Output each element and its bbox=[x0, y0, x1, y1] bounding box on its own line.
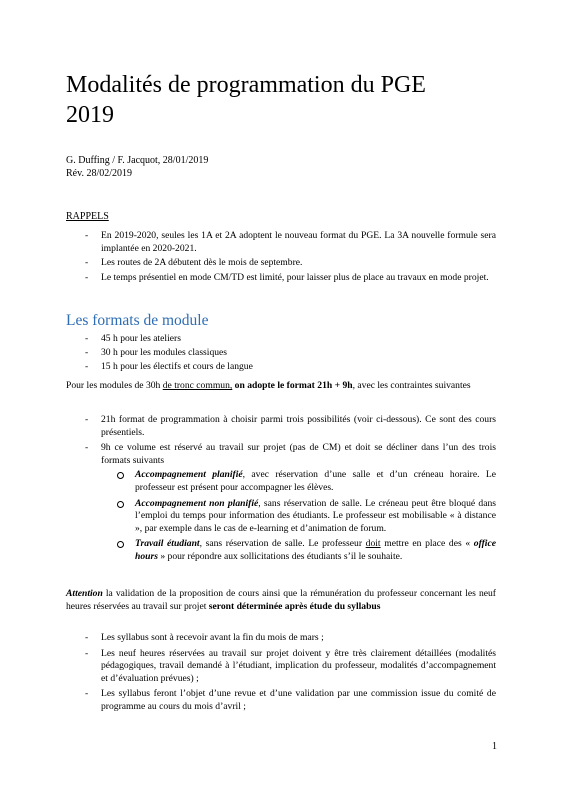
page-number: 1 bbox=[492, 741, 497, 752]
list-item: - 9h ce volume est réservé au travail sur projet (pas de CM) et doit se décliner dans l’un des trois formats suivants Accompagnement planifié, avec réservation d’une salle et d’un créneau horaire. Le professeur est présent pour accompagner les élèves. Accompagnement non planifié, sans réservation de salle. Le créneau peut être bloqué dans l’emploi du temps pour information des étudiants. Le professeur est mobilisable « à distance », par exemple dans le cas de e-learning et d’animation de forum. Travail étudiant, sans réservation de salle. Le professeur doit mettre en place des « office hours » pour répondre aux sollicitations des étudiants s’il le souhaite. bbox=[85, 442, 496, 562]
author-line: G. Duffing / F. Jacquot, 28/01/2019 bbox=[66, 155, 209, 166]
syllabus-list bbox=[85, 632, 496, 717]
list-item: - 21h format de programmation à choisir parmi trois possibilités (voir ci-dessous). Ce sont des cours présentiels. bbox=[85, 414, 496, 438]
list-item: - Les syllabus sont à recevoir avant la fin du mois de mars ; bbox=[85, 632, 324, 643]
rappels-list bbox=[85, 230, 496, 286]
document-meta bbox=[66, 154, 208, 180]
list-item: - Les neuf heures réservées au travail sur projet doivent y être très clairement détaillées (modalités pédagogiques, travail demandé à l’étudiant, implication du professeur, modalités d’accompagnement et d’évaluation prévues) ; bbox=[85, 647, 496, 684]
list-item: - 30 h pour les modules classiques bbox=[85, 346, 228, 358]
tronc-commun-paragraph: Pour les modules de 30h de tronc commun, on adopte le format 21h + 9h, avec les contraintes suivantes bbox=[66, 380, 471, 391]
list-item: - Les routes de 2A débutent dès le mois de septembre. bbox=[85, 257, 303, 269]
sub-list-item: Accompagnement non planifié, sans réservation de salle. Le créneau peut être bloqué dans l’emploi du temps pour information des étudiants. Le professeur est mobilisable « à distance », par exemple dans le cas de e-learning et d’animation de forum. bbox=[101, 498, 496, 536]
format-details-list bbox=[85, 414, 496, 567]
circle-bullet-icon bbox=[117, 501, 124, 508]
sub-list-item: Travail étudiant, sans réservation de salle. Le professeur doit mettre en place des « office hours » pour répondre aux sollicitations des étudiants s’il le souhaite. bbox=[101, 538, 496, 563]
title-line-1: Modalités de programmation du PGE bbox=[66, 72, 426, 98]
circle-bullet-icon bbox=[117, 541, 124, 548]
list-item: - 15 h pour les électifs et cours de langue bbox=[85, 360, 253, 372]
revision-line: Rév. 28/02/2019 bbox=[66, 168, 133, 179]
section-heading-formats: Les formats de module bbox=[66, 312, 209, 329]
rappels-heading: RAPPELS bbox=[66, 211, 109, 222]
attention-paragraph: Attention la validation de la proposition de cours ainsi que la rémunération du professeur concernant les neuf heures réservées au travail sur projet seront déterminée après étude du syllabus bbox=[66, 588, 496, 612]
list-item: - Le temps présentiel en mode CM/TD est limité, pour laisser plus de place au travaux en mode projet. bbox=[85, 271, 489, 283]
list-item: - En 2019-2020, seules les 1A et 2A adoptent le nouveau format du PGE. La 3A nouvelle formule sera implantée en 2020-2021. bbox=[85, 230, 496, 254]
formats-list bbox=[85, 333, 496, 374]
circle-bullet-icon bbox=[117, 472, 124, 479]
document-title bbox=[66, 70, 426, 130]
sub-list bbox=[101, 469, 496, 563]
list-item: - Les syllabus feront l’objet d’une revue et d’une validation par une commission issue du comité de programme au cours du mois d’avril ; bbox=[85, 688, 496, 712]
sub-list-item: Accompagnement planifié, avec réservation d’une salle et d’un créneau horaire. Le professeur est présent pour accompagner les élèves. bbox=[101, 469, 496, 494]
title-line-2: 2019 bbox=[66, 102, 114, 128]
list-item: - 45 h pour les ateliers bbox=[85, 333, 181, 344]
